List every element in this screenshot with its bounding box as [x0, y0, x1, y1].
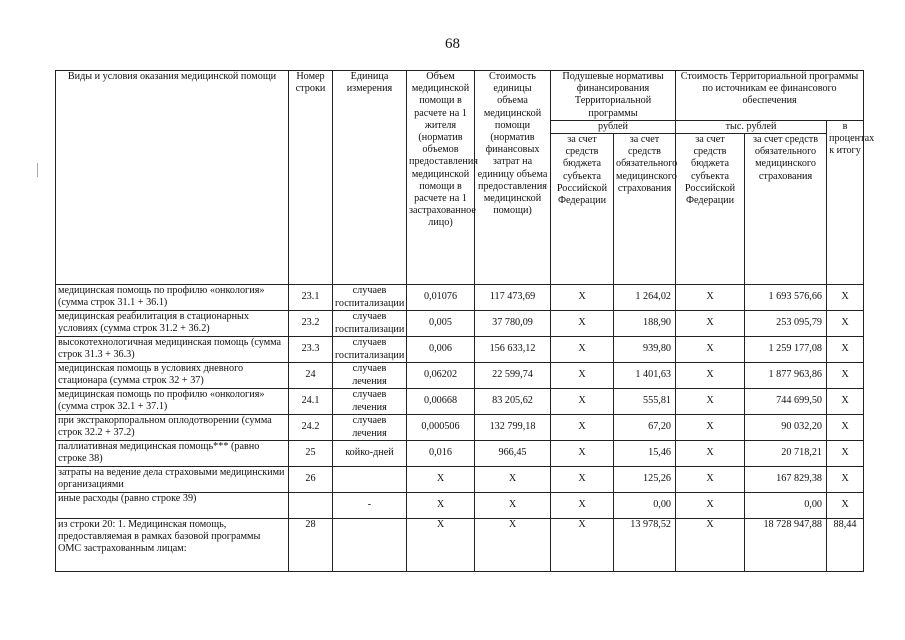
row-percent: X [827, 337, 864, 363]
row-volume: X [407, 467, 475, 493]
table-row [56, 363, 864, 389]
row-cost: X [475, 467, 551, 493]
row-percent: X [827, 415, 864, 441]
row-cost: 156 633,12 [475, 337, 551, 363]
row-percent: 88,44 [827, 519, 864, 572]
page-number: 68 [445, 36, 460, 52]
header-percent: в процентах к итогу [827, 120, 864, 284]
row-oms-rub: 0,00 [614, 493, 676, 519]
row-percent: X [827, 285, 864, 311]
row-unit: случаев госпитализации [333, 337, 407, 363]
row-volume: 0,005 [407, 311, 475, 337]
row-number: 24.2 [289, 415, 333, 441]
row-oms-thousand: 253 095,79 [745, 311, 827, 337]
row-oms-thousand: 167 829,38 [745, 467, 827, 493]
row-name: высокотехнологичная медицинская помощь (сумма строк 31.3 + 36.3) [56, 337, 289, 363]
row-oms-rub: 13 978,52 [614, 519, 676, 572]
row-cost: 117 473,69 [475, 285, 551, 311]
row-oms-thousand: 20 718,21 [745, 441, 827, 467]
header-budget-rub: за счет средств бюджета субъекта Российской Федерации [551, 134, 614, 285]
header-row-number: Номер строки [289, 71, 333, 285]
row-budget-thousand: X [676, 285, 745, 311]
row-percent: X [827, 467, 864, 493]
header-budget-thousand: за счет средств бюджета субъекта Российской Федерации [676, 134, 745, 285]
margin-mark [37, 163, 38, 177]
row-unit: случаев госпитализации [333, 285, 407, 311]
header-oms-thousand: за счет средств обязательного медицинского страхования [745, 134, 827, 285]
header-program-cost: Стоимость Территориальной программы по источникам ее финансового обеспечения [676, 71, 864, 121]
row-unit [333, 467, 407, 493]
row-percent: X [827, 363, 864, 389]
table-row [56, 493, 864, 519]
row-percent: X [827, 493, 864, 519]
row-oms-thousand: 744 699,50 [745, 389, 827, 415]
row-oms-thousand: 18 728 947,88 [745, 519, 827, 572]
row-name: медицинская помощь по профилю «онкология» (сумма строк 31.1 + 36.1) [56, 285, 289, 311]
row-unit: койко-дней [333, 441, 407, 467]
row-name: затраты на ведение дела страховыми медицинскими организациями [56, 467, 289, 493]
row-name: из строки 20: 1. Медицинская помощь, предоставляемая в рамках базовой программы ОМС застрахованным лицам: [56, 519, 289, 572]
table-row [56, 337, 864, 363]
row-volume: 0,01076 [407, 285, 475, 311]
header-kinds: Виды и условия оказания медицинской помощи [56, 71, 289, 285]
row-cost: 37 780,09 [475, 311, 551, 337]
row-cost: 83 205,62 [475, 389, 551, 415]
row-oms-rub: 125,26 [614, 467, 676, 493]
row-cost: 132 799,18 [475, 415, 551, 441]
row-budget-thousand: X [676, 363, 745, 389]
row-budget-rub: X [551, 337, 614, 363]
row-cost: X [475, 519, 551, 572]
row-budget-thousand: X [676, 467, 745, 493]
row-oms-thousand: 90 032,20 [745, 415, 827, 441]
row-budget-rub: X [551, 467, 614, 493]
row-percent: X [827, 389, 864, 415]
row-budget-rub: X [551, 363, 614, 389]
row-oms-thousand: 1 877 963,86 [745, 363, 827, 389]
row-budget-rub: X [551, 285, 614, 311]
row-number: 26 [289, 467, 333, 493]
row-name: медицинская реабилитация в стационарных условиях (сумма строк 31.2 + 36.2) [56, 311, 289, 337]
header-oms-rub: за счет средств обязательного медицинского страхования [614, 134, 676, 285]
row-oms-thousand: 1 259 177,08 [745, 337, 827, 363]
row-budget-rub: X [551, 389, 614, 415]
row-budget-rub: X [551, 415, 614, 441]
row-unit: случаев госпитализации [333, 311, 407, 337]
row-budget-thousand: X [676, 389, 745, 415]
header-unit-cost: Стоимость единицы объема медицинской помощи (норматив финансовых затрат на единицу объема предоставления медицинской помощи) [475, 71, 551, 285]
row-oms-rub: 939,80 [614, 337, 676, 363]
row-name: паллиативная медицинская помощь*** (равно строке 38) [56, 441, 289, 467]
table-row [56, 467, 864, 493]
header-volume: Объем медицинской помощи в расчете на 1 жителя (норматив объемов предоставления медицинской помощи в расчете на 1 застрахованное лицо) [407, 71, 475, 285]
row-number: 25 [289, 441, 333, 467]
header-per-capita: Подушевые нормативы финансирования Территориальной программы [551, 71, 676, 121]
table-row [56, 389, 864, 415]
table-row [56, 519, 864, 572]
row-volume: 0,000506 [407, 415, 475, 441]
row-number: 24 [289, 363, 333, 389]
row-number: 28 [289, 519, 333, 572]
row-unit: случаев лечения [333, 389, 407, 415]
row-unit: - [333, 493, 407, 519]
row-number: 23.1 [289, 285, 333, 311]
row-percent: X [827, 441, 864, 467]
header-rubles: рублей [551, 120, 676, 133]
row-budget-thousand: X [676, 311, 745, 337]
row-volume: X [407, 493, 475, 519]
row-budget-thousand: X [676, 337, 745, 363]
row-percent: X [827, 311, 864, 337]
table-row [56, 311, 864, 337]
row-budget-rub: X [551, 493, 614, 519]
row-budget-thousand: X [676, 415, 745, 441]
table-row [56, 415, 864, 441]
row-name: иные расходы (равно строке 39) [56, 493, 289, 519]
table-row [56, 285, 864, 311]
row-budget-rub: X [551, 519, 614, 572]
row-number: 23.3 [289, 337, 333, 363]
row-cost: 966,45 [475, 441, 551, 467]
row-name: медицинская помощь в условиях дневного стационара (сумма строк 32 + 37) [56, 363, 289, 389]
row-budget-thousand: X [676, 493, 745, 519]
row-unit [333, 519, 407, 572]
row-oms-rub: 1 401,63 [614, 363, 676, 389]
row-number [289, 493, 333, 519]
row-oms-rub: 15,46 [614, 441, 676, 467]
header-thousand-rubles: тыс. рублей [676, 120, 827, 133]
table-row [56, 441, 864, 467]
row-unit: случаев лечения [333, 415, 407, 441]
row-volume: 0,06202 [407, 363, 475, 389]
row-oms-thousand: 1 693 576,66 [745, 285, 827, 311]
row-volume: 0,006 [407, 337, 475, 363]
row-name: медицинская помощь по профилю «онкология» (сумма строк 32.1 + 37.1) [56, 389, 289, 415]
row-oms-thousand: 0,00 [745, 493, 827, 519]
row-volume: 0,016 [407, 441, 475, 467]
row-number: 23.2 [289, 311, 333, 337]
row-unit: случаев лечения [333, 363, 407, 389]
row-cost: X [475, 493, 551, 519]
row-cost: 22 599,74 [475, 363, 551, 389]
row-oms-rub: 188,90 [614, 311, 676, 337]
row-budget-thousand: X [676, 519, 745, 572]
row-oms-rub: 555,81 [614, 389, 676, 415]
row-number: 24.1 [289, 389, 333, 415]
row-oms-rub: 67,20 [614, 415, 676, 441]
row-volume: X [407, 519, 475, 572]
row-budget-thousand: X [676, 441, 745, 467]
row-budget-rub: X [551, 311, 614, 337]
financing-table [55, 70, 875, 572]
row-volume: 0,00668 [407, 389, 475, 415]
row-budget-rub: X [551, 441, 614, 467]
row-name: при экстракорпоральном оплодотворении (сумма строк 32.2 + 37.2) [56, 415, 289, 441]
row-oms-rub: 1 264,02 [614, 285, 676, 311]
header-unit: Единица измерения [333, 71, 407, 285]
